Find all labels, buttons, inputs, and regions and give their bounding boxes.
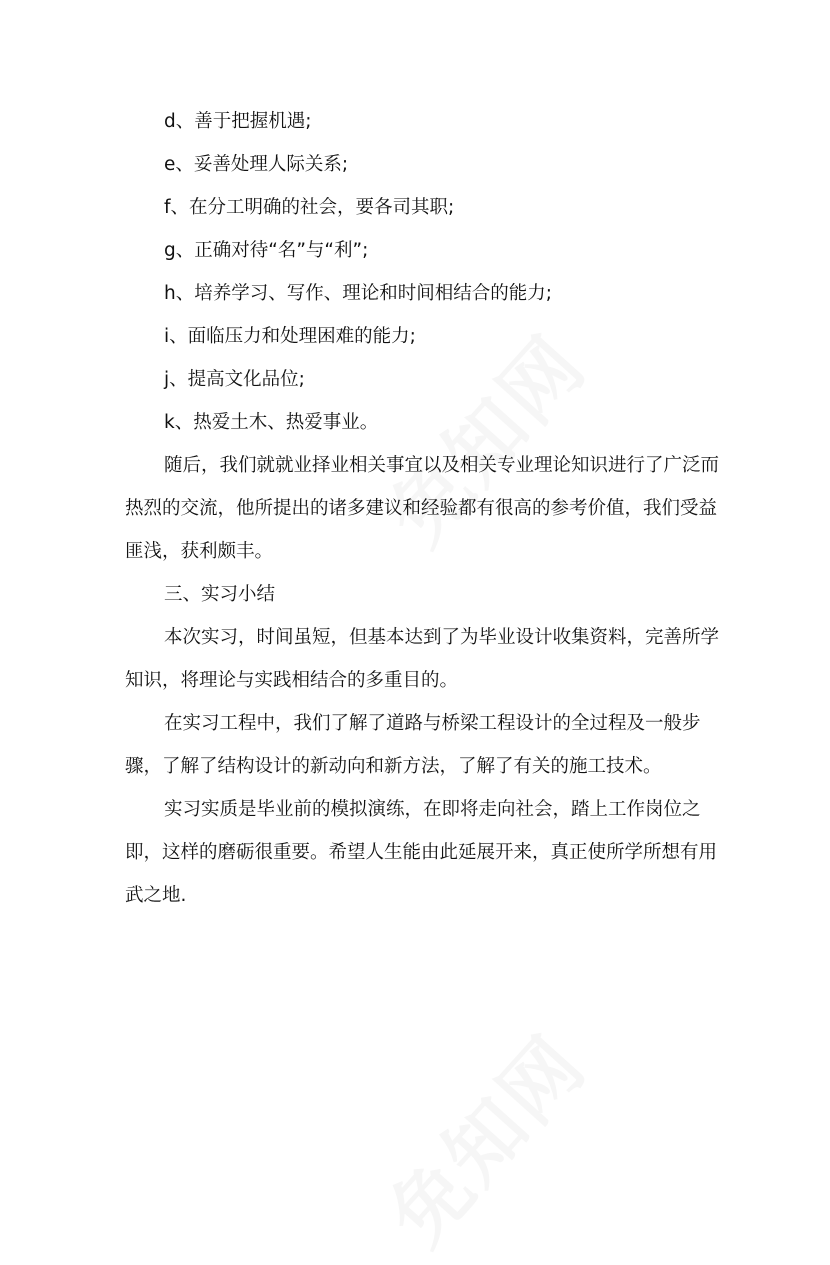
list-item: j、提高文化品位; — [164, 369, 305, 390]
list-item: i、面临压力和处理困难的能力; — [164, 326, 416, 347]
paragraph: 实习实质是毕业前的模拟演练，在即将走向社会，踏上工作岗位之即，这样的磨砺很重要。希望人生能由此延展开来，真正使所学所想有用武之地. — [125, 799, 718, 906]
paragraph: 在实习工程中，我们了解了道路与桥梁工程设计的全过程及一般步骤，了解了结构设计的新动向和新方法，了解了有关的施工技术。 — [125, 713, 701, 777]
list-item: g、正确对待“名”与“利”; — [164, 240, 369, 261]
section-heading: 三、实习小结 — [164, 584, 276, 605]
list-item: f、在分工明确的社会，要各司其职; — [164, 197, 455, 218]
list-item: h、培养学习、写作、理论和时间相结合的能力; — [164, 283, 552, 304]
list-item: e、妥善处理人际关系; — [164, 154, 349, 175]
document-body — [125, 100, 725, 917]
paragraph: 本次实习，时间虽短，但基本达到了为毕业设计收集资料，完善所学知识，将理论与实践相结合的多重目的。 — [125, 627, 720, 691]
watermark — [359, 1007, 607, 1265]
paragraph: 随后，我们就就业择业相关事宜以及相关专业理论知识进行了广泛而热烈的交流，他所提出的诸多建议和经验都有很高的参考价值，我们受益匪浅，获利颇丰。 — [125, 455, 720, 562]
list-item: d、善于把握机遇; — [164, 111, 312, 132]
list-item: k、热爱土木、热爱事业。 — [164, 412, 379, 433]
